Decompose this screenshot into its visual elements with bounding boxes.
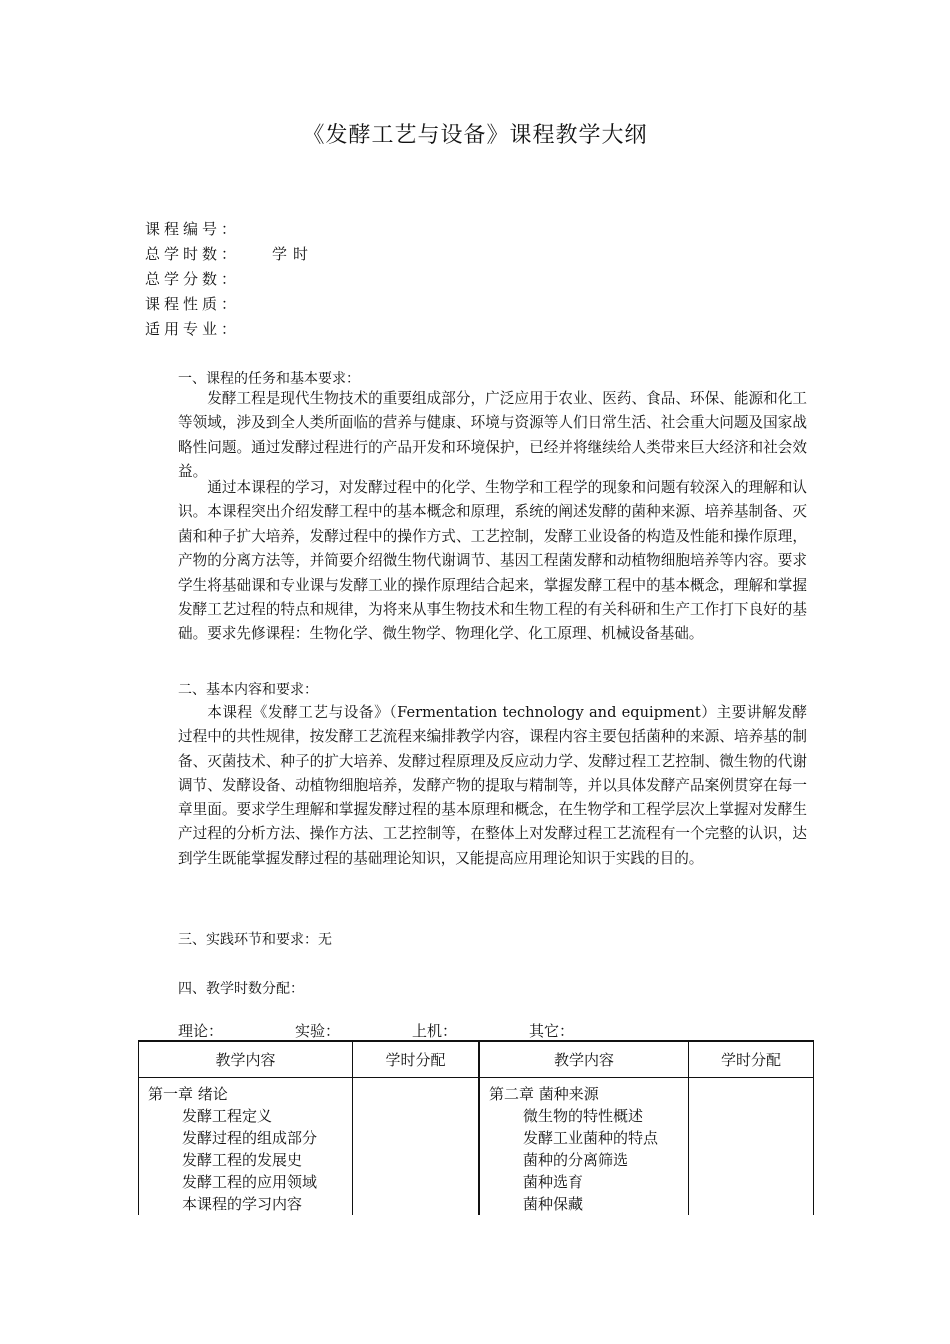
hours-experiment-label: 实验： xyxy=(295,1022,341,1040)
list-item: 微生物的特性概述 xyxy=(523,1107,644,1125)
section-4-heading: 四、教学时数分配： xyxy=(178,981,304,997)
section-3-heading: 三、实践环节和要求：无 xyxy=(178,932,332,948)
course-code-label: 课程编号： xyxy=(145,220,241,238)
chapter-2-title: 第二章 菌种来源 xyxy=(489,1085,599,1103)
total-hours-label: 总学时数： xyxy=(145,245,241,263)
table-header-row xyxy=(139,1041,814,1078)
list-item: 发酵工程的应用领域 xyxy=(182,1173,318,1191)
section-1-paragraph-2: 通过本课程的学习，对发酵过程中的化学、生物学和工程学的现象和问题有较深入的理解和认识。本课程突出介绍发酵工程中的基本概念和原理，系统的阐述发酵的菌种来源、培养基制备、灭菌和种子扩大培养，发酵过程中的操作方式、工艺控制，发酵工业设备的构造及性能和操作原理，产物的分离方法等，并简要介绍微生物代谢调节、基因工程菌发酵和动植物细胞培养等内容。要求学生将基础课和专业课与发酵工业的操作原理结合起来，掌握发酵工程中的基本概念，理解和掌握发酵工艺过程的特点和规律，为将来从事生物技术和生物工程的有关科研和生产工作打下良好的基础。要求先修课程：生物化学、微生物学、物理化学、化工原理、机械设备基础。 xyxy=(178,479,807,643)
total-hours-row xyxy=(145,242,314,267)
table-row xyxy=(139,1078,814,1216)
total-credits-label: 总学分数： xyxy=(145,270,241,288)
course-nature-row xyxy=(145,292,314,317)
list-item: 菌种的分离筛选 xyxy=(523,1151,629,1169)
header-content-left: 教学内容 xyxy=(139,1041,353,1078)
section-1-paragraph-1: 发酵工程是现代生物技术的重要组成部分，广泛应用于农业、医药、食品、环保、能源和化工等领域，涉及到全人类所面临的营养与健康、环境与资源等人们日常生活、社会重大问题及国家战略性问题。通过发酵过程进行的产品开发和环境保护，已经并将继续给人类带来巨大经济和社会效益。 xyxy=(178,390,807,480)
course-nature-label: 课程性质： xyxy=(145,295,241,313)
list-item: 本课程的学习内容 xyxy=(182,1195,303,1213)
total-credits-row xyxy=(145,267,314,292)
hours-computer-label: 上机： xyxy=(412,1022,458,1040)
section-2-heading: 二、基本内容和要求： xyxy=(178,682,318,698)
chapter-1-title: 第一章 绪论 xyxy=(148,1085,228,1103)
list-item: 发酵工程的发展史 xyxy=(182,1151,303,1169)
chapter-1-cell xyxy=(139,1078,353,1216)
course-info xyxy=(145,217,314,342)
list-item: 菌种选育 xyxy=(523,1173,584,1191)
section-1-heading: 一、课程的任务和基本要求： xyxy=(178,371,360,387)
list-item: 菌种保藏 xyxy=(523,1195,584,1213)
schedule-table xyxy=(138,1040,814,1215)
list-item: 发酵工业菌种的特点 xyxy=(523,1129,659,1147)
list-item: 发酵工程定义 xyxy=(182,1107,273,1125)
document-title: 《发酵工艺与设备》课程教学大纲 xyxy=(302,123,648,148)
hours-other-label: 其它： xyxy=(529,1022,575,1040)
total-hours-unit: 学时 xyxy=(272,245,315,263)
hours-allocation-row xyxy=(178,1020,646,1041)
header-hours-right: 学时分配 xyxy=(689,1041,814,1078)
chapter-1-hours-cell xyxy=(353,1078,480,1216)
chapter-1 xyxy=(139,1078,352,1215)
header-content-right: 教学内容 xyxy=(479,1041,689,1078)
header-hours-left: 学时分配 xyxy=(353,1041,480,1078)
chapter-2 xyxy=(480,1078,688,1215)
chapter-2-cell xyxy=(479,1078,689,1216)
section-2-paragraph: 本课程《发酵工艺与设备》（Fermentation technology and equipment）主要讲解发酵过程中的共性规律，按发酵工艺流程来编排教学内容，课程内容主要包括菌种的来源、培养基的制备、灭菌技术、种子的扩大培养、发酵过程原理及反应动力学、发酵过程工艺控制、微生物的代谢调节、发酵设备、动植物细胞培养，发酵产物的提取与精制等，并以具体发酵产品案例贯穿在每一章里面。要求学生理解和掌握发酵过程的基本原理和概念，在生物学和工程学层次上掌握对发酵生产过程的分析方法、操作方法、工艺控制等，在整体上对发酵过程工艺流程有一个完整的认识，达到学生既能掌握发酵过程的基础理论知识，又能提高应用理论知识于实践的目的。 xyxy=(178,704,807,867)
course-code-row xyxy=(145,217,314,242)
list-item: 发酵过程的组成部分 xyxy=(182,1129,318,1147)
applicable-major-label: 适用专业： xyxy=(145,320,241,338)
hours-theory-label: 理论： xyxy=(178,1022,224,1040)
applicable-major-row xyxy=(145,317,314,342)
chapter-2-hours-cell xyxy=(689,1078,814,1216)
